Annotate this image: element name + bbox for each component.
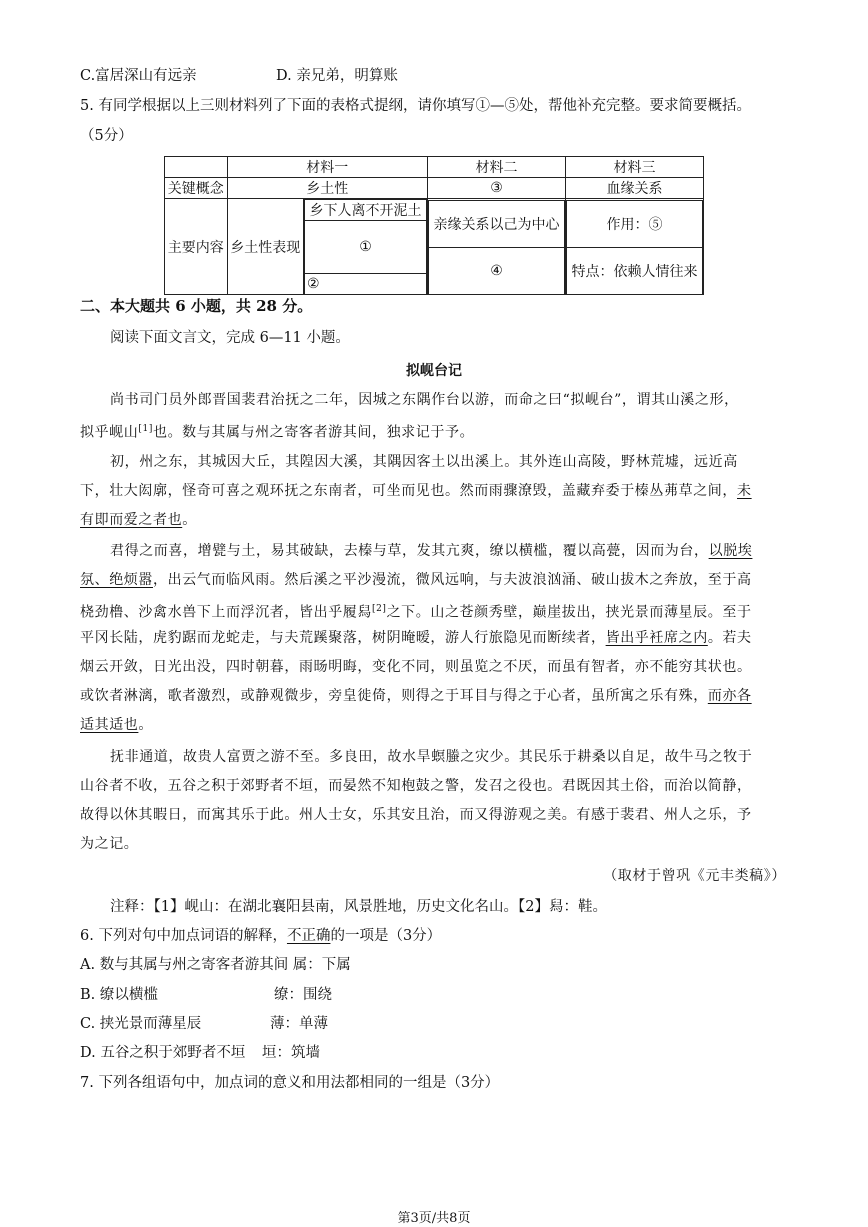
essay-line-9: 平冈长陆，虎豹踞而龙蛇走，与夫荒蹊聚落，树阴晻暧，游人行旅隐见而断续者，皆出乎衽席之内。若夫	[80, 630, 752, 646]
q7-stem: 7. 下列各组语句中，加点词的意义和用法都相同的一组是（3分）	[80, 1075, 500, 1091]
m1-blank-2: ②	[305, 274, 427, 295]
option-d: D. 亲兄弟，明算账	[276, 68, 398, 84]
q6-option-d-explain: 垣：筑墙	[262, 1045, 320, 1061]
q5-score: （5分）	[80, 128, 133, 144]
essay-title: 拟岘台记	[406, 363, 462, 379]
essay-line-3: 初，州之东，其城因大丘，其隍因大溪，其隅因客土以出溪上。其外连山高陵，野林荒墟，远近高	[110, 454, 738, 470]
essay-line-14: 山谷者不收，五谷之积于郊野者不垣，而晏然不知枹鼓之警，发召之役也。君既因其土俗，而治以简静，	[80, 778, 752, 794]
q6-option-c-explain: 薄：单薄	[270, 1016, 328, 1032]
essay-line-8: 桡劲橹、沙禽水兽下上而浮沉者，皆出乎履舄[2]之下。山之苍颜秀壁，巅崖拔出，挟光景而薄星辰。至于	[80, 604, 752, 621]
m1-item-a: 乡下人离不开泥土	[305, 200, 427, 221]
essay-line-12: 适其适也。	[80, 717, 154, 733]
section-title: 二、本大题共 6 小题，共 28 分。	[80, 297, 313, 315]
header-material-2: 材料二	[428, 157, 566, 178]
section-instruction: 阅读下面文言文，完成 6—11 小题。	[110, 330, 350, 346]
main-content-label: 主要内容	[165, 199, 228, 295]
rural-performance-label: 乡土性表现	[227, 199, 303, 295]
essay-source: （取材于曾巩《元丰类稿》）	[603, 868, 786, 884]
outline-table-body	[164, 156, 704, 295]
essay-line-7: 氛、绝烦嚣，出云气而临风雨。然后溪之平沙漫流，微风远响，与夫波浪汹涌、破山拔木之奔放，至于高	[80, 572, 752, 588]
essay-line-6: 君得之而喜，增甓与土，易其破缺，去榛与草，发其亢爽，缭以横槛，覆以高甍，因而为台，以脱埃	[110, 543, 753, 559]
header-material-1: 材料一	[227, 157, 427, 178]
m3-function: 作用：⑤	[566, 200, 702, 247]
q6-option-b-explain: 缭：围绕	[274, 987, 332, 1003]
m2-blank-4: ④	[429, 247, 565, 294]
key-concept-2: ③	[428, 178, 566, 199]
essay-line-2: 拟乎岘山[1]也。数与其属与州之寄客者游其间，独求记于予。	[80, 424, 475, 441]
q6-option-c: C. 挟光景而薄星辰	[80, 1016, 202, 1032]
header-material-3: 材料三	[565, 157, 703, 178]
m2-item-a: 亲缘关系以己为中心	[429, 200, 565, 247]
m1-blank-1: ①	[305, 221, 427, 274]
q5-stem: 5. 有同学根据以上三则材料列了下面的表格式提纲，请你填写①—⑤处，帮他补充完整。要求简要概括。	[80, 98, 751, 114]
essay-line-1: 尚书司门员外郎晋国裴君治抚之二年，因城之东隅作台以游，而命之曰“拟岘台”，谓其山溪之形，	[110, 392, 739, 408]
q6-option-d: D. 五谷之积于郊野者不垣	[80, 1045, 246, 1061]
key-concept-label: 关键概念	[165, 178, 228, 199]
key-concept-1: 乡土性	[227, 178, 427, 199]
q6-option-a: A. 数与其属与州之寄客者游其间 属：下属	[80, 957, 351, 973]
option-c: C.富居深山有远亲	[80, 68, 197, 84]
essay-line-16: 为之记。	[80, 836, 139, 852]
essay-line-10: 烟云开敛，日光出没，四时朝暮，雨旸明晦，变化不同，则虽览之不厌，而虽有智者，亦不能穷其状也。	[80, 659, 752, 675]
essay-line-5: 有即而爱之者也。	[80, 512, 197, 528]
essay-line-15: 故得以休其暇日，而寓其乐于此。州人士女，乐其安且治，而又得游观之美。有感于裴君、州人之乐，予	[80, 807, 752, 823]
essay-line-13: 抚非通道，故贵人富贾之游不至。多良田，故水旱螟螣之灾少。其民乐于耕桑以自足，故牛马之牧于	[110, 749, 753, 765]
key-concept-3: 血缘关系	[565, 178, 703, 199]
q6-option-b: B. 缭以横槛	[80, 987, 158, 1003]
page-footer: 第3页/共8页	[397, 1211, 471, 1226]
q6-stem: 6. 下列对句中加点词语的解释，不正确的一项是（3分）	[80, 928, 442, 944]
m3-feature: 特点：依赖人情往来	[566, 247, 702, 294]
essay-notes: 注释：【1】岘山：在湖北襄阳县南，风景胜地，历史文化名山。【2】舄：鞋。	[110, 899, 607, 915]
essay-line-4: 下，壮大闳廓，怪奇可喜之观环抚之东南者，可坐而见也。然而雨骤潦毁，盖藏弃委于榛丛茀草之间，未	[80, 483, 752, 499]
essay-line-11: 或饮者淋漓，歌者激烈，或静观微步，旁皇徙倚，则得之于耳目与得之于心者，虽所寓之乐有殊，而亦各	[80, 688, 752, 704]
